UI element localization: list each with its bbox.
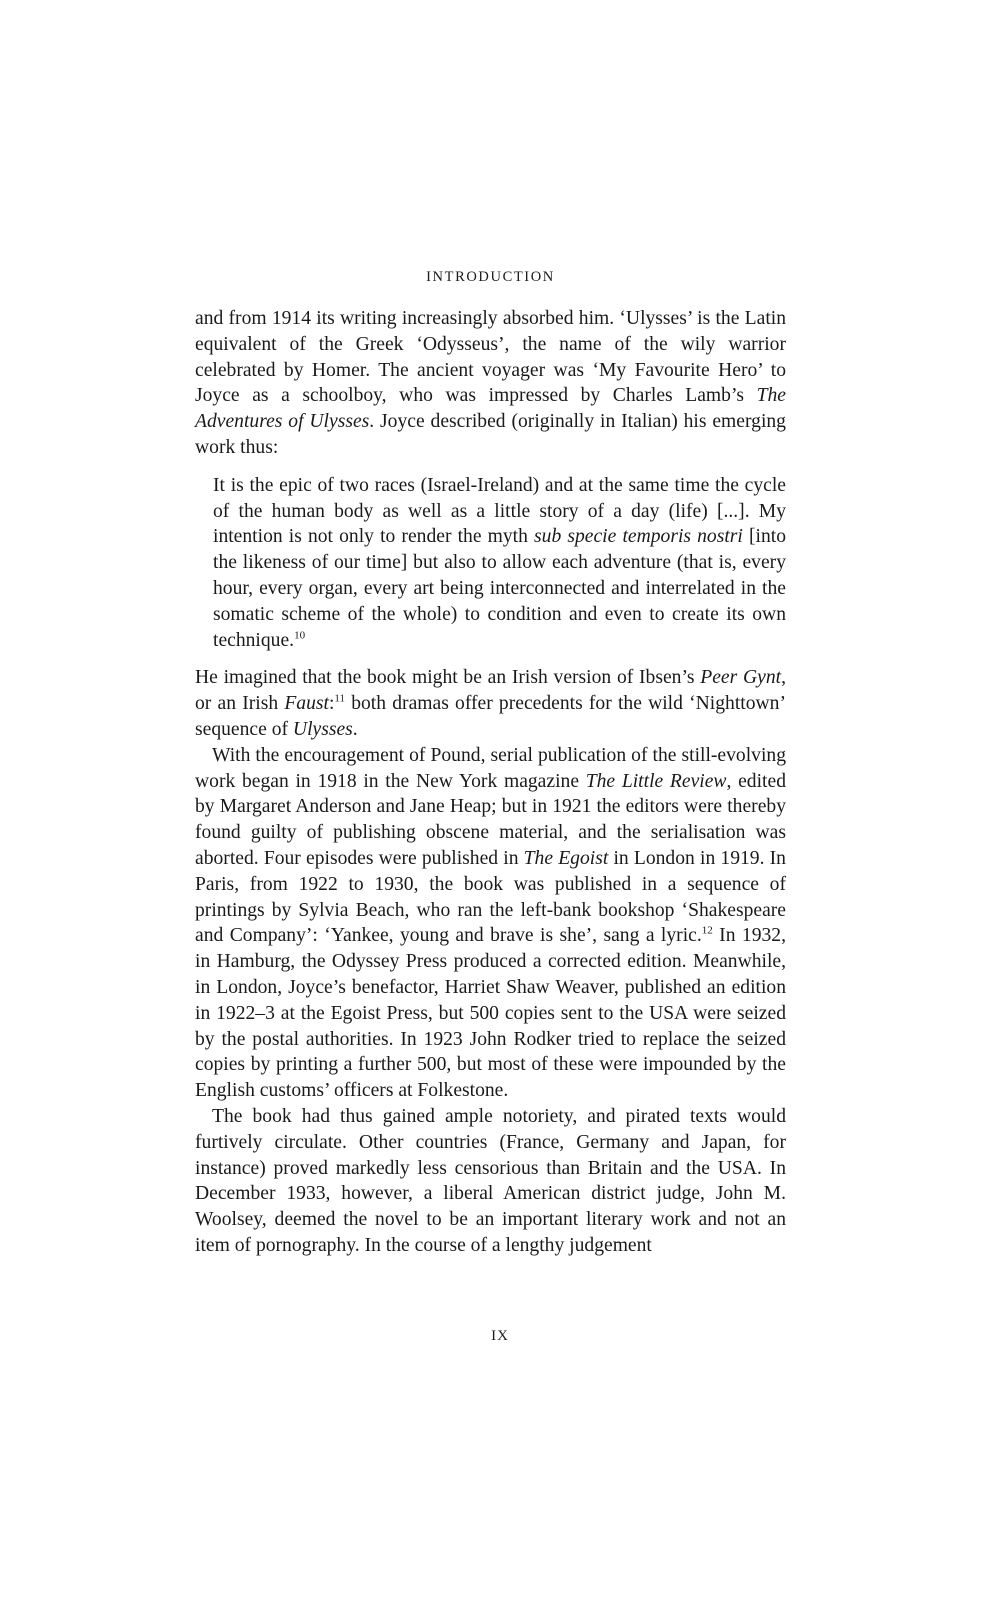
- text-run: , edited by Margaret Anderson and Jane Heap; but in 1921 the editors were thereby found guilty of publishing obscene material, and the serialisation was aborted. Four episodes were published in: [195, 770, 786, 869]
- footnote-ref[interactable]: 12: [701, 924, 713, 937]
- paragraph-4: The book had thus gained ample notoriety, and pirated texts would furtively circulate. Other countries (France, Germany and Japan, for instance) proved markedly less censorious than Britain and the USA. In December 1933, however, a liberal American district judge, John M. Woolsey, deemed the novel to be an important literary work and not an item of pornography. In the course of a lengthy judgement: [195, 1105, 786, 1256]
- footnote-ref[interactable]: 11: [334, 692, 346, 705]
- magazine-title: The Little Review: [585, 770, 727, 792]
- text-run: [into the likeness of our time] but also to allow each adventure (that is, every hour, every organ, every art being interconnected and interrelated in the somatic scheme of the whole) to condition and even to create its own technique.: [213, 526, 786, 651]
- text-run: With the encouragement of Pound, serial publication of the still-evolving work began in 1918 in the New York magazine: [195, 744, 786, 792]
- text-run: . Joyce described (originally in Italian) his emerging work thus:: [195, 411, 786, 458]
- text-run: In 1932, in Hamburg, the Odyssey Press produced a corrected edition. Meanwhile, in London, Joyce’s benefactor, Harriet Shaw Weaver, published an edition in 1922–3 at the Egoist Press, but 500 copies sent to the USA were seized by the postal authorities. In 1923 John Rodker tried to replace the seized copies by printing a further 500, but most of these were impounded by the English customs’ officers at Folkestone.: [195, 925, 786, 1102]
- paragraph-3: [195, 743, 786, 1104]
- text-run: in London in 1919. In Paris, from 1922 to 1930, the book was published in a sequence of printings by Sylvia Beach, who ran the left-bank bookshop ‘Shakespeare and Company’: ‘Yankee, young and brave is she’, sang a lyric.: [195, 847, 786, 947]
- paragraph-2: [195, 665, 786, 742]
- work-title: Peer Gynt: [700, 667, 782, 689]
- running-head: INTRODUCTION: [426, 269, 555, 285]
- paragraph-1: [195, 306, 786, 461]
- block-quote: [213, 473, 786, 654]
- text-run: He imagined that the book might be an Irish version of Ibsen’s: [195, 667, 701, 689]
- text-run: :: [328, 693, 335, 715]
- text-run: .: [352, 718, 358, 740]
- footnote-ref[interactable]: 10: [294, 629, 306, 642]
- text-run: both dramas offer precedents for the wild ‘Nighttown’ sequence of: [195, 693, 786, 740]
- text-run: It is the epic of two races (Israel-Ireland) and at the same time the cycle of the human body as well as a little story of a day (life) [...]. My intention is not only to render the myth: [213, 474, 786, 548]
- page-number: IX: [491, 1328, 509, 1344]
- work-title: Faust: [284, 693, 329, 715]
- text-run: , or an Irish: [195, 667, 786, 715]
- text-run: and from 1914 its writing increasingly absorbed him. ‘Ulysses’ is the Latin equivalent of the Greek ‘Odysseus’, the name of the wily warrior celebrated by Homer. The ancient voyager was ‘My Favourite Hero’ to Joyce as a schoolboy, who was impressed by Charles Lamb’s: [195, 308, 786, 407]
- latin-phrase: sub specie temporis nostri: [534, 526, 743, 548]
- work-title: Ulysses: [292, 718, 353, 740]
- book-title: The Adventures of Ulysses: [195, 385, 786, 433]
- magazine-title: The Egoist: [523, 847, 609, 869]
- page-body: [195, 268, 786, 1259]
